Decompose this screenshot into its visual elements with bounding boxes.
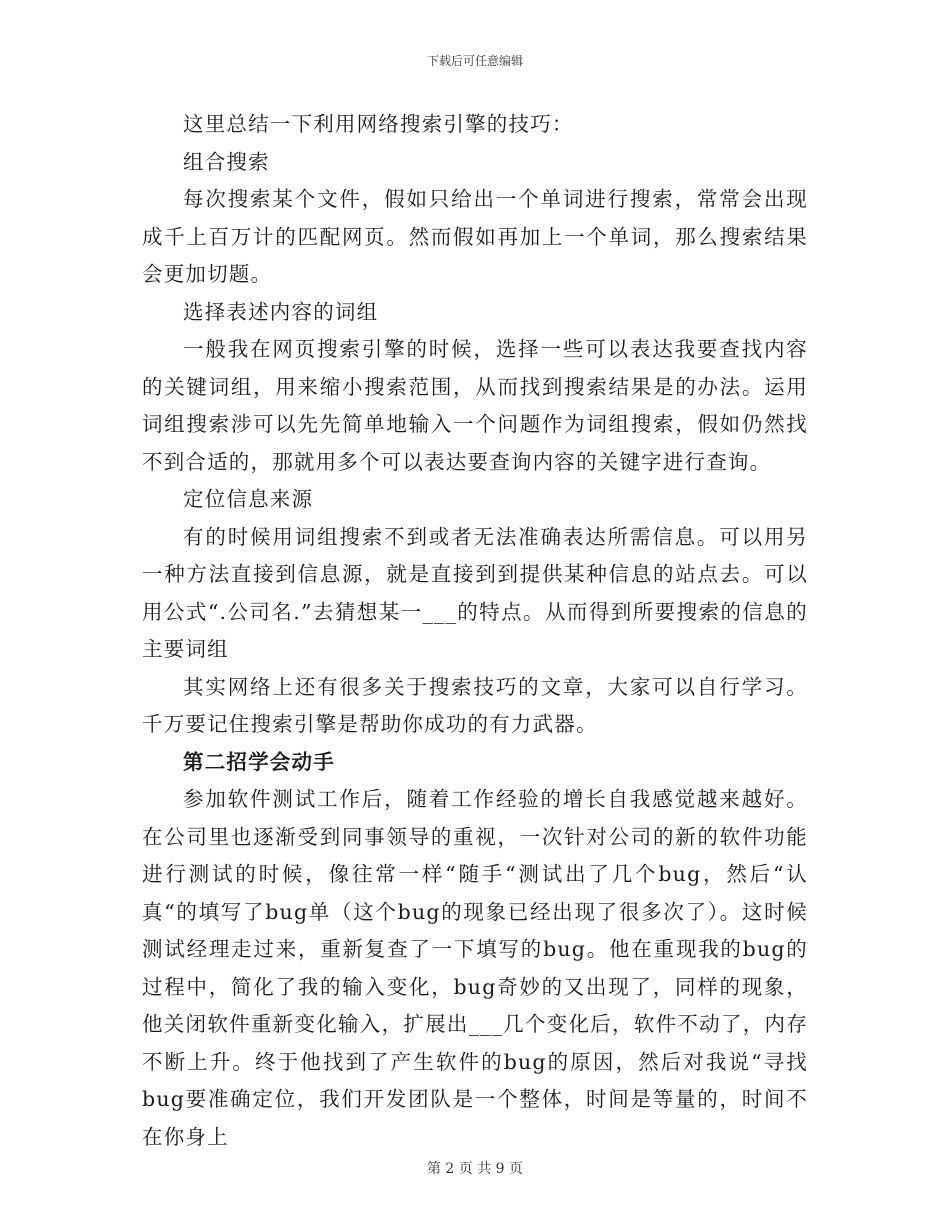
paragraph-conclusion: 其实网络上还有很多关于搜索技巧的文章，大家可以自行学习。千万要记住搜索引擎是帮助你成功的有力武器。 bbox=[142, 674, 808, 736]
section-title-combined-search: 组合搜索 bbox=[183, 149, 270, 174]
page-header: 下载后可任意编辑 bbox=[426, 54, 523, 68]
page-number: 第 2 页 共 9 页 bbox=[426, 1161, 524, 1177]
paragraph-testing-story: 参加软件测试工作后，随着工作经验的增长自我感觉越来越好。在公司里也逐渐受到同事领导的重视，一次针对公司的新的软件功能进行测试的时候，像往常一样“随手“测试出了几个bug，然后“认真“的填写了bug单（这个bug的现象已经出现了很多次了）。这时候测试经理走过来，重新复查了一下填写的bug。他在重现我的bug的过程中，简化了我的输入变化，bug奇妙的又出现了，同样的现象，他关闭软件重新变化输入，扩展出___几个变化后，软件不动了，内存不断上升。终于他找到了产生软件的bug的原因，然后对我说“寻找bug要准确定位，我们开发团队是一个整体，时间是等量的，时间不在你身上 bbox=[142, 787, 808, 1149]
section-title-phrase-choice: 选择表述内容的词组 bbox=[183, 299, 379, 324]
section-title-locate-source: 定位信息来源 bbox=[183, 487, 314, 511]
paragraph-locate-source: 有的时候用词组搜索不到或者无法准确表达所需信息。可以用另一种方法直接到信息源，就是直接到到提供某种信息的站点去。可以用公式“.公司名.”去猜想某一___的特点。从而得到所要搜索的信息的主要词组 bbox=[142, 524, 808, 661]
section-heading-second-move: 第二招学会动手 bbox=[183, 749, 335, 774]
paragraph-intro: 这里总结一下利用网络搜索引擎的技巧： bbox=[183, 112, 574, 136]
paragraph-phrase-choice: 一般我在网页搜索引擎的时候，选择一些可以表达我要查找内容的关键词组，用来缩小搜索范围，从而找到搜索结果是的办法。运用词组搜索涉可以先先简单地输入一个问题作为词组搜索，假如仍然找不到合适的，那就用多个可以表达要查询内容的关键字进行查询。 bbox=[142, 337, 808, 474]
paragraph-combined-search: 每次搜索某个文件，假如只给出一个单词进行搜索，常常会出现成千上百万计的匹配网页。然而假如再加上一个单词，那么搜索结果会更加切题。 bbox=[142, 187, 808, 286]
document-body bbox=[142, 106, 808, 1156]
